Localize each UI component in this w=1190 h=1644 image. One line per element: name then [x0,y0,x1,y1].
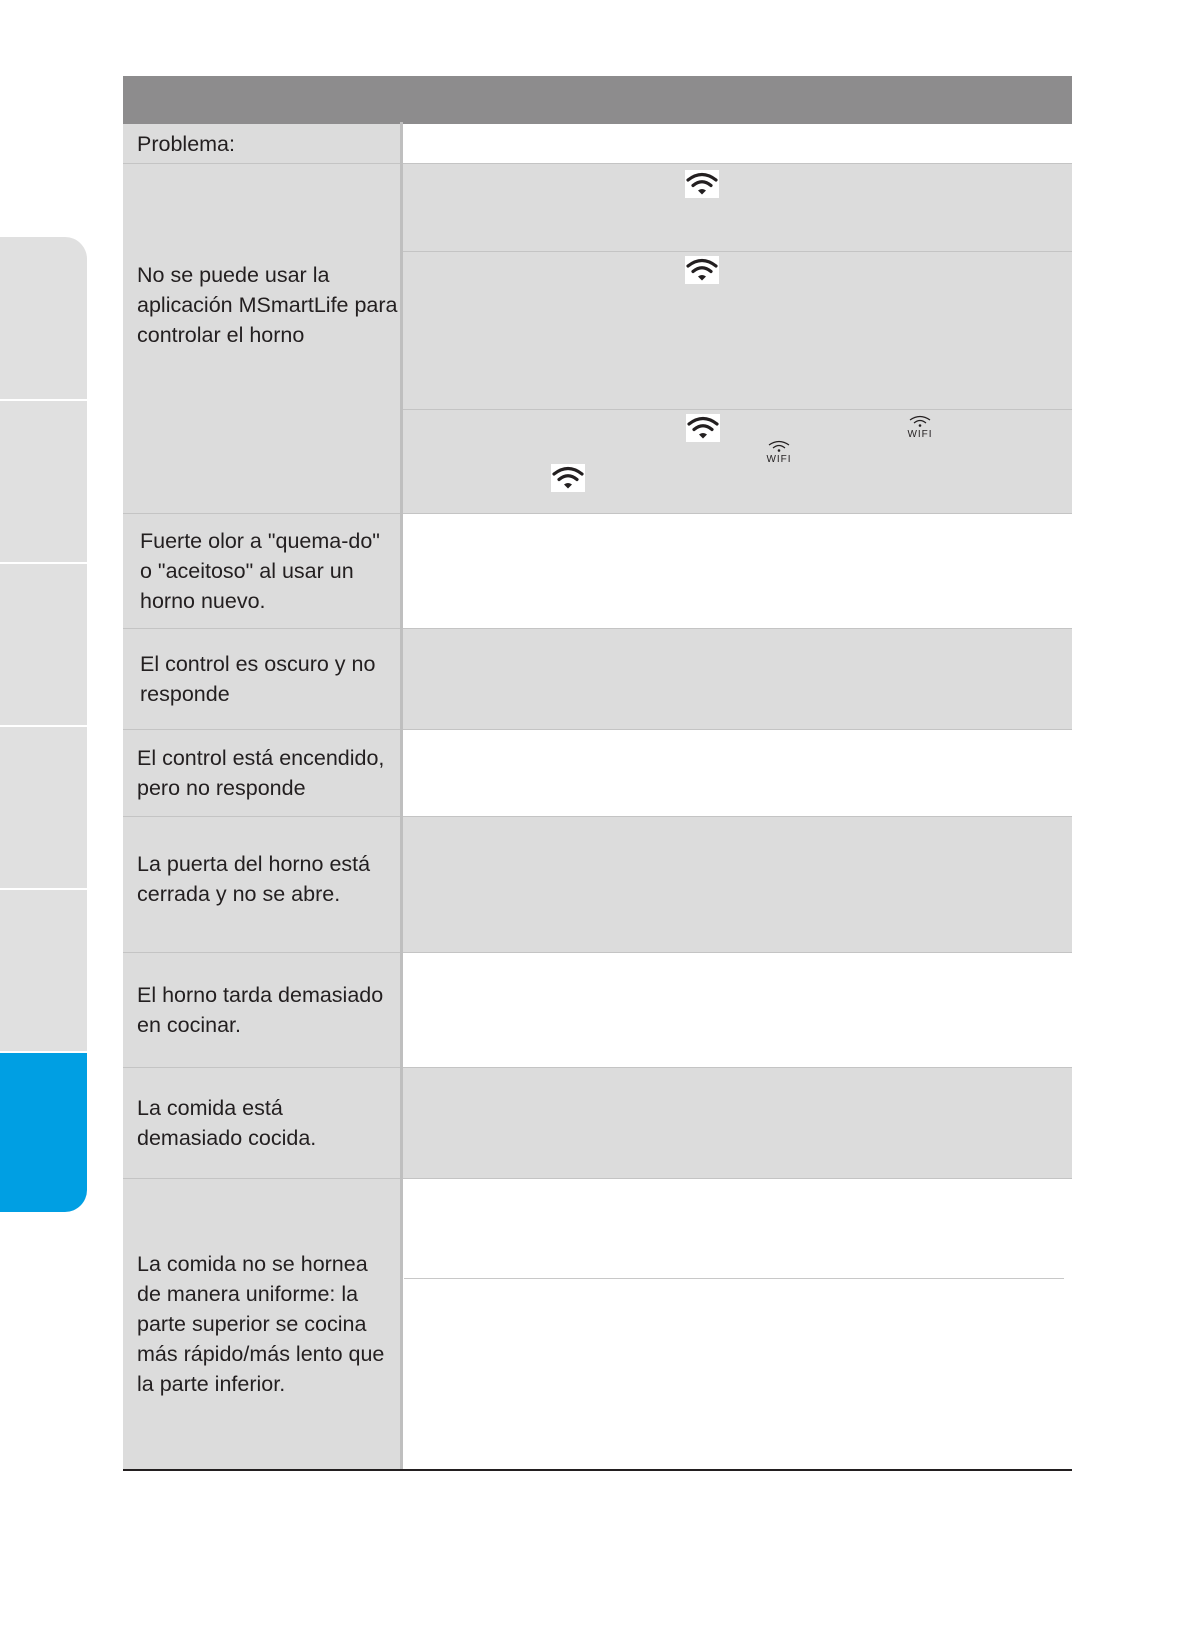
column-header-problem [123,124,401,164]
problem-cell-dark-control [123,629,401,730]
wifi-icon [685,170,719,198]
problem-cell-uneven-baking [123,1179,401,1469]
wifi-icon [686,414,720,442]
problem-text: La puerta del horno está cerrada y no se abre. [137,852,371,906]
column-header-solution [402,124,1072,164]
wifi-label: WIFI [907,429,933,440]
problem-cell-no-response [123,730,401,817]
wifi-small-icon [903,414,937,440]
problem-text: Fuerte olor a "quema-do" o "aceitoso" al usar un horno nuevo. [140,529,380,613]
problem-text: La comida está demasiado cocida. [137,1096,317,1150]
solution-cell-overcooked [402,1068,1072,1179]
problem-text: El control es oscuro y no responde [140,652,376,706]
sidebar-tab-4[interactable] [0,727,87,888]
sidebar-tab-5[interactable] [0,890,87,1051]
wifi-label: WIFI [766,454,792,465]
wifi-icon [551,464,585,492]
problem-text: El control está encendido, pero no responde [137,746,385,800]
solution-divider [404,1278,1064,1279]
sidebar-tab-1[interactable] [0,237,87,399]
problem-cell-slow-cooking [123,953,401,1068]
solution-cell-smell [402,514,1072,629]
problem-cell-smell [123,514,401,629]
solution-cell-app-3 [402,410,1072,514]
column-header-label: Problema: [137,131,235,156]
solution-cell-dark-control [402,629,1072,730]
problem-text: La comida no se hornea de manera uniforme: la parte superior se cocina más rápido/más lento que la parte inferior. [137,1252,385,1396]
table-header-bar [123,76,1072,124]
wifi-icon [685,256,719,284]
solution-cell-no-response [402,730,1072,817]
sidebar-tabs [0,237,87,1212]
problem-cell-app [123,164,401,514]
column-divider [400,122,403,1470]
problem-cell-door [123,817,401,953]
solution-cell-slow-cooking [402,953,1072,1068]
wifi-small-icon [762,439,796,465]
problem-text: No se puede usar la aplicación MSmartLife para controlar el horno [137,263,398,347]
problem-cell-overcooked [123,1068,401,1179]
sidebar-tab-3[interactable] [0,564,87,725]
solution-cell-app-2 [402,252,1072,410]
solution-cell-door [402,817,1072,953]
sidebar-tab-2[interactable] [0,401,87,562]
solution-cell-app-1 [402,164,1072,252]
problem-text: El horno tarda demasiado en cocinar. [137,983,384,1037]
sidebar-tab-6-active[interactable] [0,1053,87,1212]
solution-cell-uneven-baking [402,1179,1072,1469]
table-bottom-rule [123,1469,1072,1471]
